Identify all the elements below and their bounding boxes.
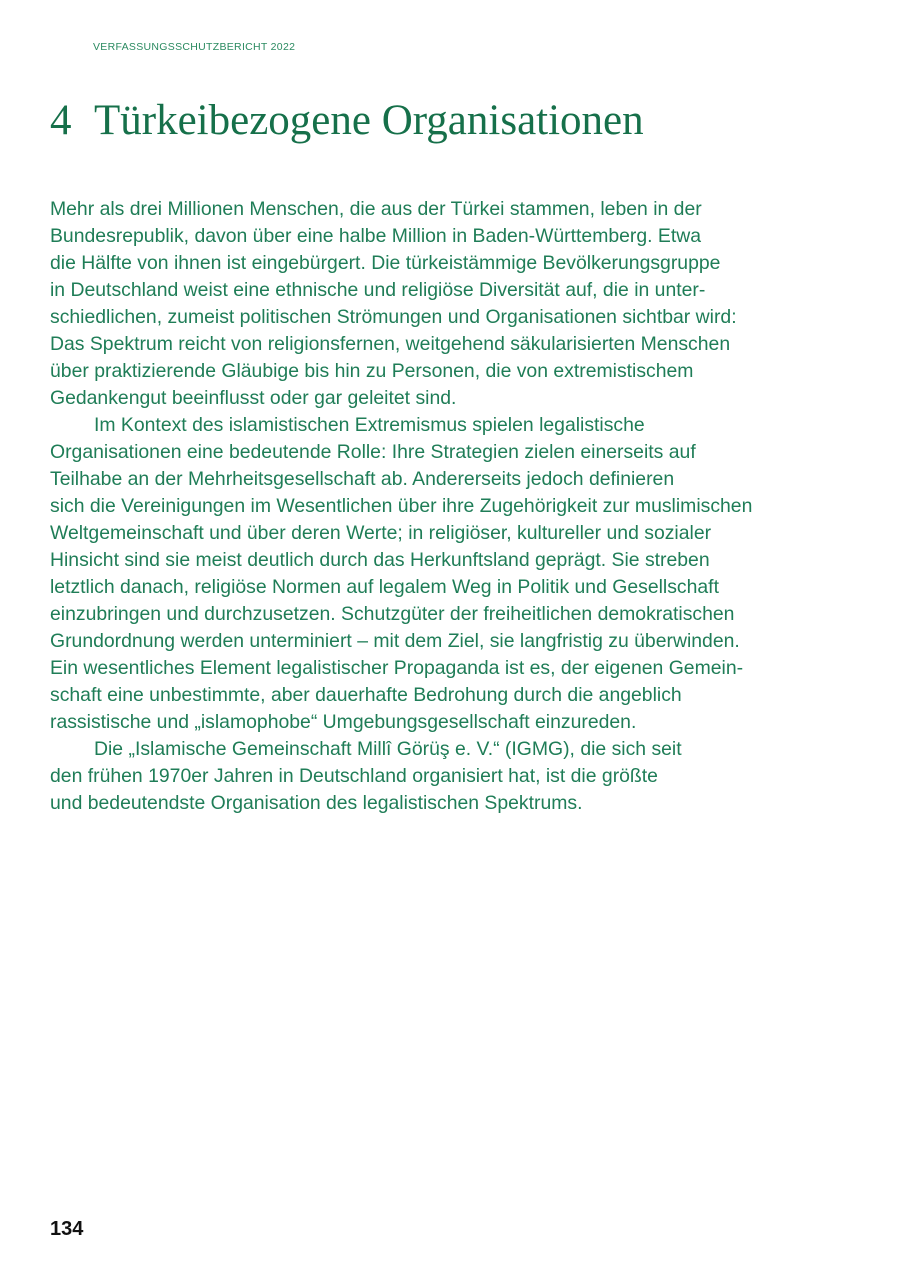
text-line: in Deutschland weist eine ethnische und religiöse Diversität auf, die in unter- xyxy=(50,279,706,301)
text-line: Gedankengut beeinflusst oder gar geleitet sind. xyxy=(50,387,457,409)
text-line: schaft eine unbestimmte, aber dauerhafte Bedrohung durch die angeblich xyxy=(50,684,682,706)
page-number: 134 xyxy=(50,1218,84,1240)
text-line: Weltgemeinschaft und über deren Werte; in religiöser, kultureller und sozialer xyxy=(50,522,712,544)
paragraph-3 xyxy=(50,736,820,817)
text-line: Die „Islamische Gemeinschaft Millî Görüş e. V.“ (IGMG), die sich seit xyxy=(94,738,682,760)
text-line: Mehr als drei Millionen Menschen, die aus der Türkei stammen, leben in der xyxy=(50,198,702,220)
text-line: und bedeutendste Organisation des legalistischen Spektrums. xyxy=(50,792,583,814)
text-line: über praktizierende Gläubige bis hin zu Personen, die von extremistischem xyxy=(50,360,694,382)
text-line: Bundesrepublik, davon über eine halbe Million in Baden-Württemberg. Etwa xyxy=(50,225,702,247)
chapter-title-text: Türkeibezogene Organisationen xyxy=(94,97,644,144)
paragraph-1 xyxy=(50,196,820,412)
text-line: Hinsicht sind sie meist deutlich durch das Herkunftsland geprägt. Sie streben xyxy=(50,549,710,571)
text-line: Grundordnung werden unterminiert – mit dem Ziel, sie langfristig zu überwinden. xyxy=(50,630,740,652)
text-line: sich die Vereinigungen im Wesentlichen über ihre Zugehörigkeit zur muslimischen xyxy=(50,495,753,517)
running-header: VERFASSUNGSSCHUTZBERICHT 2022 xyxy=(93,41,296,53)
text-line: Im Kontext des islamistischen Extremismus spielen legalistische xyxy=(94,414,645,436)
text-line: Organisationen eine bedeutende Rolle: Ihre Strategien zielen einerseits auf xyxy=(50,441,696,463)
text-line: Teilhabe an der Mehrheitsgesellschaft ab. Andererseits jedoch definieren xyxy=(50,468,675,490)
text-line: einzubringen und durchzusetzen. Schutzgüter der freiheitlichen demokratischen xyxy=(50,603,735,625)
text-line: Ein wesentliches Element legalistischer Propaganda ist es, der eigenen Gemein- xyxy=(50,657,744,679)
chapter-number: 4 xyxy=(50,97,72,144)
text-line: schiedlichen, zumeist politischen Strömungen und Organisationen sichtbar wird: xyxy=(50,306,737,328)
text-line: letztlich danach, religiöse Normen auf legalem Weg in Politik und Gesellschaft xyxy=(50,576,719,598)
text-line: Das Spektrum reicht von religionsfernen, weitgehend säkularisierten Menschen xyxy=(50,333,731,355)
text-line: die Hälfte von ihnen ist eingebürgert. Die türkeistämmige Bevölkerungsgruppe xyxy=(50,252,721,274)
text-line: rassistische und „islamophobe“ Umgebungsgesellschaft einzureden. xyxy=(50,711,637,733)
body-text xyxy=(50,196,820,817)
chapter-title xyxy=(50,93,644,149)
paragraph-2 xyxy=(50,412,820,736)
text-line: den frühen 1970er Jahren in Deutschland organisiert hat, ist die größte xyxy=(50,765,658,787)
